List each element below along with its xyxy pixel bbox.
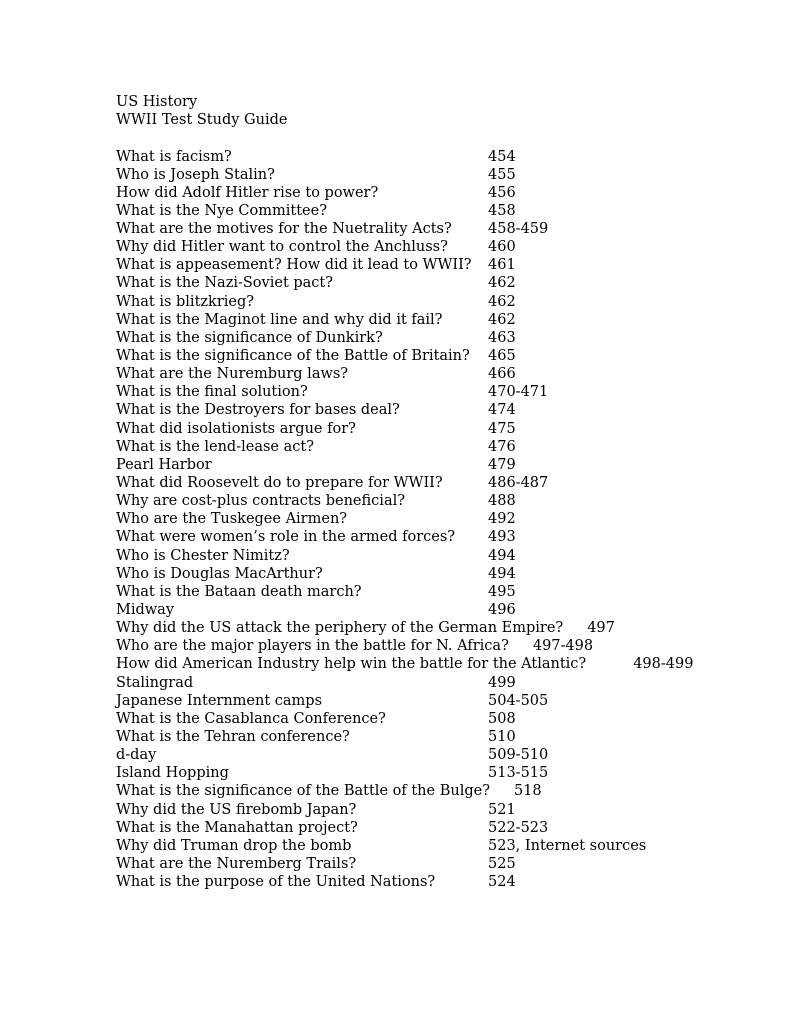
question-text: What is the final solution? <box>116 384 308 401</box>
page-reference: 486-487 <box>488 475 549 492</box>
question-text: Why are cost-plus contracts beneficial? <box>116 493 405 510</box>
study-guide-row <box>116 148 776 166</box>
study-guide-row <box>116 655 776 673</box>
study-guide-row <box>116 383 776 401</box>
study-guide-row <box>116 692 776 710</box>
study-guide-row <box>116 764 776 782</box>
study-guide-row <box>116 456 776 474</box>
page-reference: 465 <box>488 348 516 365</box>
study-guide-row <box>116 728 776 746</box>
page-reference: 518 <box>513 783 542 800</box>
question-text: What are the Nuremberg Trails? <box>116 855 357 872</box>
page-reference: 493 <box>488 529 516 546</box>
course-name: US History <box>116 94 198 110</box>
study-guide-row <box>116 347 776 365</box>
study-guide-row <box>116 474 776 492</box>
study-guide-row <box>116 710 776 728</box>
page-reference: 488 <box>488 493 516 510</box>
study-guide-row <box>116 220 776 238</box>
study-guide-row <box>116 401 776 419</box>
question-text: Why did the US firebomb Japan? <box>116 801 357 818</box>
study-guide-row <box>116 311 776 329</box>
question-text: What is the Casablanca Conference? <box>116 710 386 727</box>
study-guide-row <box>116 274 776 292</box>
question-text: Pearl Harbor <box>116 456 212 473</box>
question-text: What is the significance of the Battle of the Bulge? <box>116 783 490 800</box>
page-reference: 462 <box>488 311 516 328</box>
study-guide-row <box>116 329 776 347</box>
page-reference: 492 <box>488 511 516 528</box>
question-text: Who is Joseph Stalin? <box>116 166 275 183</box>
study-guide-row <box>116 637 776 655</box>
question-text: What is the significance of the Battle of Britain? <box>116 348 470 365</box>
study-guide-row <box>116 510 776 528</box>
page-reference: 510 <box>488 729 516 745</box>
question-text: What is the significance of Dunkirk? <box>116 329 383 346</box>
question-text: Why did Hitler want to control the Anchluss? <box>116 239 448 256</box>
question-text: What is the Tehran conference? <box>116 729 350 745</box>
study-guide-row <box>116 746 776 764</box>
study-guide-row <box>116 438 776 456</box>
page-reference: 524 <box>488 874 516 891</box>
page-reference: 476 <box>488 438 516 455</box>
question-text: What is blitzkrieg? <box>116 293 255 310</box>
page-reference: 470-471 <box>488 384 549 401</box>
question-text: What is the Maginot line and why did it fail? <box>116 311 443 328</box>
question-text: Who are the major players in the battle for N. Africa? <box>116 638 509 655</box>
page-reference: 499 <box>488 674 516 691</box>
page-reference: 494 <box>488 547 516 564</box>
page-reference: 458-459 <box>488 221 549 238</box>
study-guide-row <box>116 837 776 855</box>
question-text: What is the Manahattan project? <box>116 819 358 836</box>
study-guide-row <box>116 619 776 637</box>
question-text: What is appeasement? How did it lead to WWII? <box>116 257 472 274</box>
study-guide-row <box>116 420 776 438</box>
question-text: What is facism? <box>116 148 232 165</box>
study-guide-row <box>116 293 776 311</box>
page-reference: 461 <box>488 257 516 274</box>
question-text: How did American Industry help win the battle for the Atlantic? <box>116 656 587 673</box>
page-reference: 497-498 <box>532 638 594 655</box>
question-text: Japanese Internment camps <box>116 692 323 709</box>
study-guide-row <box>116 583 776 601</box>
page-reference: 509-510 <box>488 747 549 764</box>
page-reference: 466 <box>488 366 516 383</box>
question-text: What did isolationists argue for? <box>116 420 356 437</box>
question-text: Who is Chester Nimitz? <box>116 547 290 564</box>
question-text: What did Roosevelt do to prepare for WWII? <box>116 475 443 492</box>
page-reference: 474 <box>488 402 516 419</box>
study-guide-row <box>116 873 776 891</box>
study-guide-row <box>116 782 776 800</box>
page-reference: 494 <box>488 565 516 582</box>
question-text: What is the purpose of the United Nations? <box>116 874 436 891</box>
page-reference: 523, Internet sources <box>488 837 647 854</box>
question-text: What is the Bataan death march? <box>116 583 362 600</box>
study-guide-row <box>116 547 776 565</box>
study-guide-row <box>116 202 776 220</box>
question-text: Island Hopping <box>116 765 229 782</box>
page-reference: 462 <box>488 293 516 310</box>
page-reference: 462 <box>488 275 516 292</box>
page-reference: 525 <box>488 855 516 872</box>
study-guide-row <box>116 238 776 256</box>
page-reference: 455 <box>488 166 516 183</box>
study-guide-row <box>116 819 776 837</box>
question-text: What are the motives for the Nuetrality Acts? <box>116 221 452 238</box>
question-text: What is the Nye Committee? <box>116 202 327 219</box>
study-guide-row <box>116 184 776 202</box>
page-reference: 498-499 <box>633 656 694 673</box>
page-reference: 458 <box>488 202 516 219</box>
page-reference: 454 <box>488 148 516 165</box>
page-reference: 475 <box>488 420 516 437</box>
page-reference: 497 <box>587 620 615 637</box>
study-guide-row <box>116 256 776 274</box>
document-title: WWII Test Study Guide <box>116 112 288 129</box>
question-text: What were women’s role in the armed forces? <box>116 529 456 546</box>
page-reference: 495 <box>488 583 516 600</box>
question-text: Why did the US attack the periphery of the German Empire? <box>116 620 564 637</box>
document-header <box>116 93 616 129</box>
study-guide-row <box>116 674 776 692</box>
study-guide-list <box>116 148 776 892</box>
question-text: Who are the Tuskegee Airmen? <box>116 511 348 528</box>
study-guide-row <box>116 365 776 383</box>
page-reference: 522-523 <box>488 819 549 836</box>
study-guide-row <box>116 801 776 819</box>
study-guide-row <box>116 601 776 619</box>
page-reference: 521 <box>488 801 516 818</box>
question-text: What are the Nuremburg laws? <box>116 366 349 383</box>
study-guide-row <box>116 492 776 510</box>
page-reference: 513-515 <box>488 765 549 782</box>
question-text: What is the Destroyers for bases deal? <box>116 402 400 419</box>
study-guide-row <box>116 855 776 873</box>
question-text: Who is Douglas MacArthur? <box>116 565 323 582</box>
page-reference: 508 <box>488 710 516 727</box>
page-reference: 479 <box>488 456 516 473</box>
question-text: What is the Nazi-Soviet pact? <box>116 275 334 292</box>
study-guide-row <box>116 528 776 546</box>
page-reference: 496 <box>488 602 516 619</box>
question-text: How did Adolf Hitler rise to power? <box>116 184 379 201</box>
study-guide-row <box>116 565 776 583</box>
question-text: Why did Truman drop the bomb <box>116 837 352 854</box>
study-guide-row <box>116 166 776 184</box>
page-reference: 456 <box>488 184 516 201</box>
page-reference: 460 <box>488 239 516 256</box>
question-text: What is the lend-lease act? <box>116 438 314 455</box>
question-text: Stalingrad <box>116 674 194 691</box>
page-reference: 504-505 <box>488 692 549 709</box>
question-text: d-day <box>116 747 157 764</box>
page-reference: 463 <box>488 329 516 346</box>
question-text: Midway <box>116 602 175 619</box>
